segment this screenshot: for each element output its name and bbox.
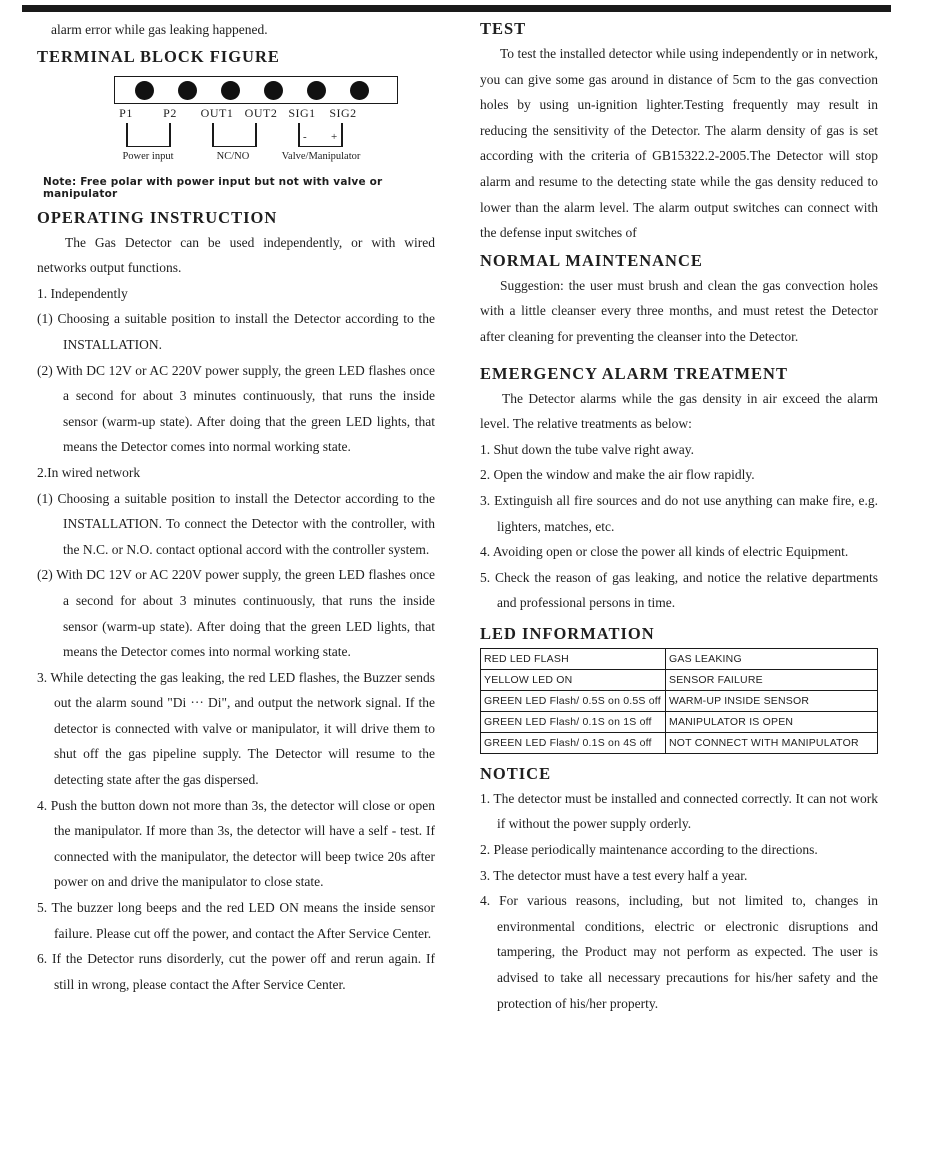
list-item: (1) Choosing a suitable position to install the Detector according to the INSTALLATION. bbox=[37, 311, 435, 352]
notice-heading: NOTICE bbox=[480, 763, 552, 783]
terminal-screw bbox=[307, 81, 326, 100]
list-item: 4. For various reasons, including, but not limited to, changes in environmental conditions, electric or electronic disruptions and tampering, the Product may not perform as expected. The user is advised to take all necessary precautions for his/her safety and the protection of his/her property. bbox=[480, 893, 878, 1011]
list-item: (2) With DC 12V or AC 220V power supply, the green LED flashes once a second for about 3 minutes continuously, that runs the inside sensor (warm-up state). After doing that the green LED lights, that means the Detector comes into normal working state. bbox=[37, 362, 435, 455]
wire-link bbox=[212, 146, 257, 148]
wire-lead bbox=[255, 123, 257, 147]
terminal-strip bbox=[114, 76, 398, 104]
terminal-label: OUT2 bbox=[244, 105, 278, 120]
table-cell: YELLOW LED ON bbox=[481, 669, 666, 690]
terminal-note: Note: Free polar with power input but not with valve or manipulator bbox=[43, 175, 383, 200]
terminal-label: SIG2 bbox=[329, 105, 357, 120]
polarity-minus: - bbox=[303, 130, 307, 143]
operating-heading: OPERATING INSTRUCTION bbox=[37, 207, 278, 227]
table-cell: GREEN LED Flash/ 0.1S on 1S off bbox=[481, 711, 666, 732]
table-row bbox=[481, 732, 878, 753]
wire-lead bbox=[169, 123, 171, 147]
test-heading: TEST bbox=[480, 19, 527, 38]
list-item: 3. While detecting the gas leaking, the red LED flashes, the Buzzer sends out the alarm sound "Di ··· Di", and output the network signal. If the detector is connected with valve or manipulator, it will drive them to shut off the gas pipeline supply. The Detector will resume to the detecting state after the gas dispersed. bbox=[37, 669, 435, 788]
terminal-screw bbox=[221, 81, 240, 100]
list-item: 4. Avoiding open or close the power all kinds of electric Equipment. bbox=[480, 544, 849, 560]
terminal-label: P2 bbox=[163, 105, 177, 120]
group-label: NC/NO bbox=[216, 150, 250, 162]
list-item: 5. The buzzer long beeps and the red LED ON means the inside sensor failure. Please cut off the power, and contact the After Service Center. bbox=[37, 900, 435, 941]
terminal-label: SIG1 bbox=[288, 105, 316, 120]
led-table bbox=[480, 648, 878, 754]
table-cell: SENSOR FAILURE bbox=[666, 669, 878, 690]
list-item: (1) Choosing a suitable position to install the Detector according to the INSTALLATION. To connect the Detector with the controller, with the N.C. or N.O. contact optional accord with the controller system. bbox=[37, 490, 435, 557]
terminal-screw bbox=[350, 81, 369, 100]
maintenance-heading: NORMAL MAINTENANCE bbox=[480, 250, 703, 270]
table-row bbox=[481, 711, 878, 732]
emergency-intro: The Detector alarms while the gas density in air exceed the alarm level. The relative treatments as below: bbox=[480, 390, 878, 432]
table-cell: GREEN LED Flash/ 0.1S on 4S off bbox=[481, 732, 666, 753]
list-item: 1. The detector must be installed and connected correctly. It can not work if without the power supply orderly. bbox=[480, 790, 878, 832]
table-row bbox=[481, 648, 878, 669]
list-item: 2. Please periodically maintenance according to the directions. bbox=[480, 842, 818, 858]
wire-lead bbox=[126, 123, 128, 147]
list-item: 3. Extinguish all fire sources and do not use anything can make fire, e.g. lighters, matches, etc. bbox=[480, 492, 878, 534]
subheading-independently: 1. Independently bbox=[37, 285, 128, 301]
terminal-block-figure bbox=[37, 71, 435, 174]
led-heading: LED INFORMATION bbox=[480, 623, 655, 643]
list-item: (2) With DC 12V or AC 220V power supply, the green LED flashes once a second for about 3 minutes continuously, that runs the inside sensor (warm-up state). After doing that the green LED lights, that means the Detector comes into normal working state. bbox=[37, 567, 435, 660]
wire-lead bbox=[298, 123, 300, 147]
wire-link bbox=[298, 146, 343, 148]
subheading-wired-network: 2.In wired network bbox=[37, 464, 141, 480]
list-item: 6. If the Detector runs disorderly, cut the power off and rerun again. If still in wrong, please contact the After Service Center. bbox=[37, 951, 435, 992]
continued-line: alarm error while gas leaking happened. bbox=[51, 22, 268, 37]
group-label: Power input bbox=[122, 150, 174, 162]
operating-intro: The Gas Detector can be used independently, or with wired networks output functions. bbox=[37, 234, 435, 276]
list-item: 5. Check the reason of gas leaking, and notice the relative departments and professional persons in time. bbox=[480, 569, 878, 611]
left-column bbox=[37, 17, 435, 997]
list-item: 1. Shut down the tube valve right away. bbox=[480, 441, 694, 457]
test-text: To test the installed detector while using independently or in network, you can give some gas around in distance of 5cm to the gas convection holes by using un-ignition lighter.Testing frequently may result in reducing the sensitivity of the Detector. The alarm density of gas is set according with the criteria of GB15322.2-2005.The Detector will stop alarm and resume to the detecting state while the gas density reduced to lower than the alarm level. The alarm output switches can connect with the defense input switches of bbox=[480, 46, 878, 241]
table-row bbox=[481, 690, 878, 711]
terminal-screw bbox=[264, 81, 283, 100]
table-cell: MANIPULATOR IS OPEN bbox=[666, 711, 878, 732]
table-cell: WARM-UP INSIDE SENSOR bbox=[666, 690, 878, 711]
wire-lead bbox=[341, 123, 343, 147]
right-column bbox=[480, 17, 878, 1016]
emergency-heading: EMERGENCY ALARM TREATMENT bbox=[480, 363, 788, 383]
wire-link bbox=[126, 146, 171, 148]
terminal-label: OUT1 bbox=[200, 105, 234, 120]
list-item: 3. The detector must have a test every half a year. bbox=[480, 867, 748, 883]
group-label: Valve/Manipulator bbox=[281, 150, 361, 162]
table-cell: GAS LEAKING bbox=[666, 648, 878, 669]
table-cell: RED LED FLASH bbox=[481, 648, 666, 669]
table-cell: GREEN LED Flash/ 0.5S on 0.5S off bbox=[481, 690, 666, 711]
list-item: 4. Push the button down not more than 3s, the detector will close or open the manipulator. If more than 3s, the detector will have a self - test. If connected with the manipulator, the detector will beep twice 20s after power on and drive the manipulator to close state. bbox=[37, 797, 435, 890]
top-rule bbox=[22, 5, 891, 12]
table-cell: NOT CONNECT WITH MANIPULATOR bbox=[666, 732, 878, 753]
terminal-screw bbox=[135, 81, 154, 100]
maintenance-text: Suggestion: the user must brush and clean the gas convection holes with a little cleanser every three months, and must retest the Detector after cleaning for preventing the cleanser into the Detector. bbox=[480, 277, 878, 344]
polarity-plus: + bbox=[331, 130, 338, 143]
terminal-screw bbox=[178, 81, 197, 100]
table-row bbox=[481, 669, 878, 690]
terminal-label: P1 bbox=[119, 105, 133, 120]
list-item: 2. Open the window and make the air flow rapidly. bbox=[480, 467, 755, 483]
wire-lead bbox=[212, 123, 214, 147]
terminal-block-heading: TERMINAL BLOCK FIGURE bbox=[37, 46, 280, 66]
